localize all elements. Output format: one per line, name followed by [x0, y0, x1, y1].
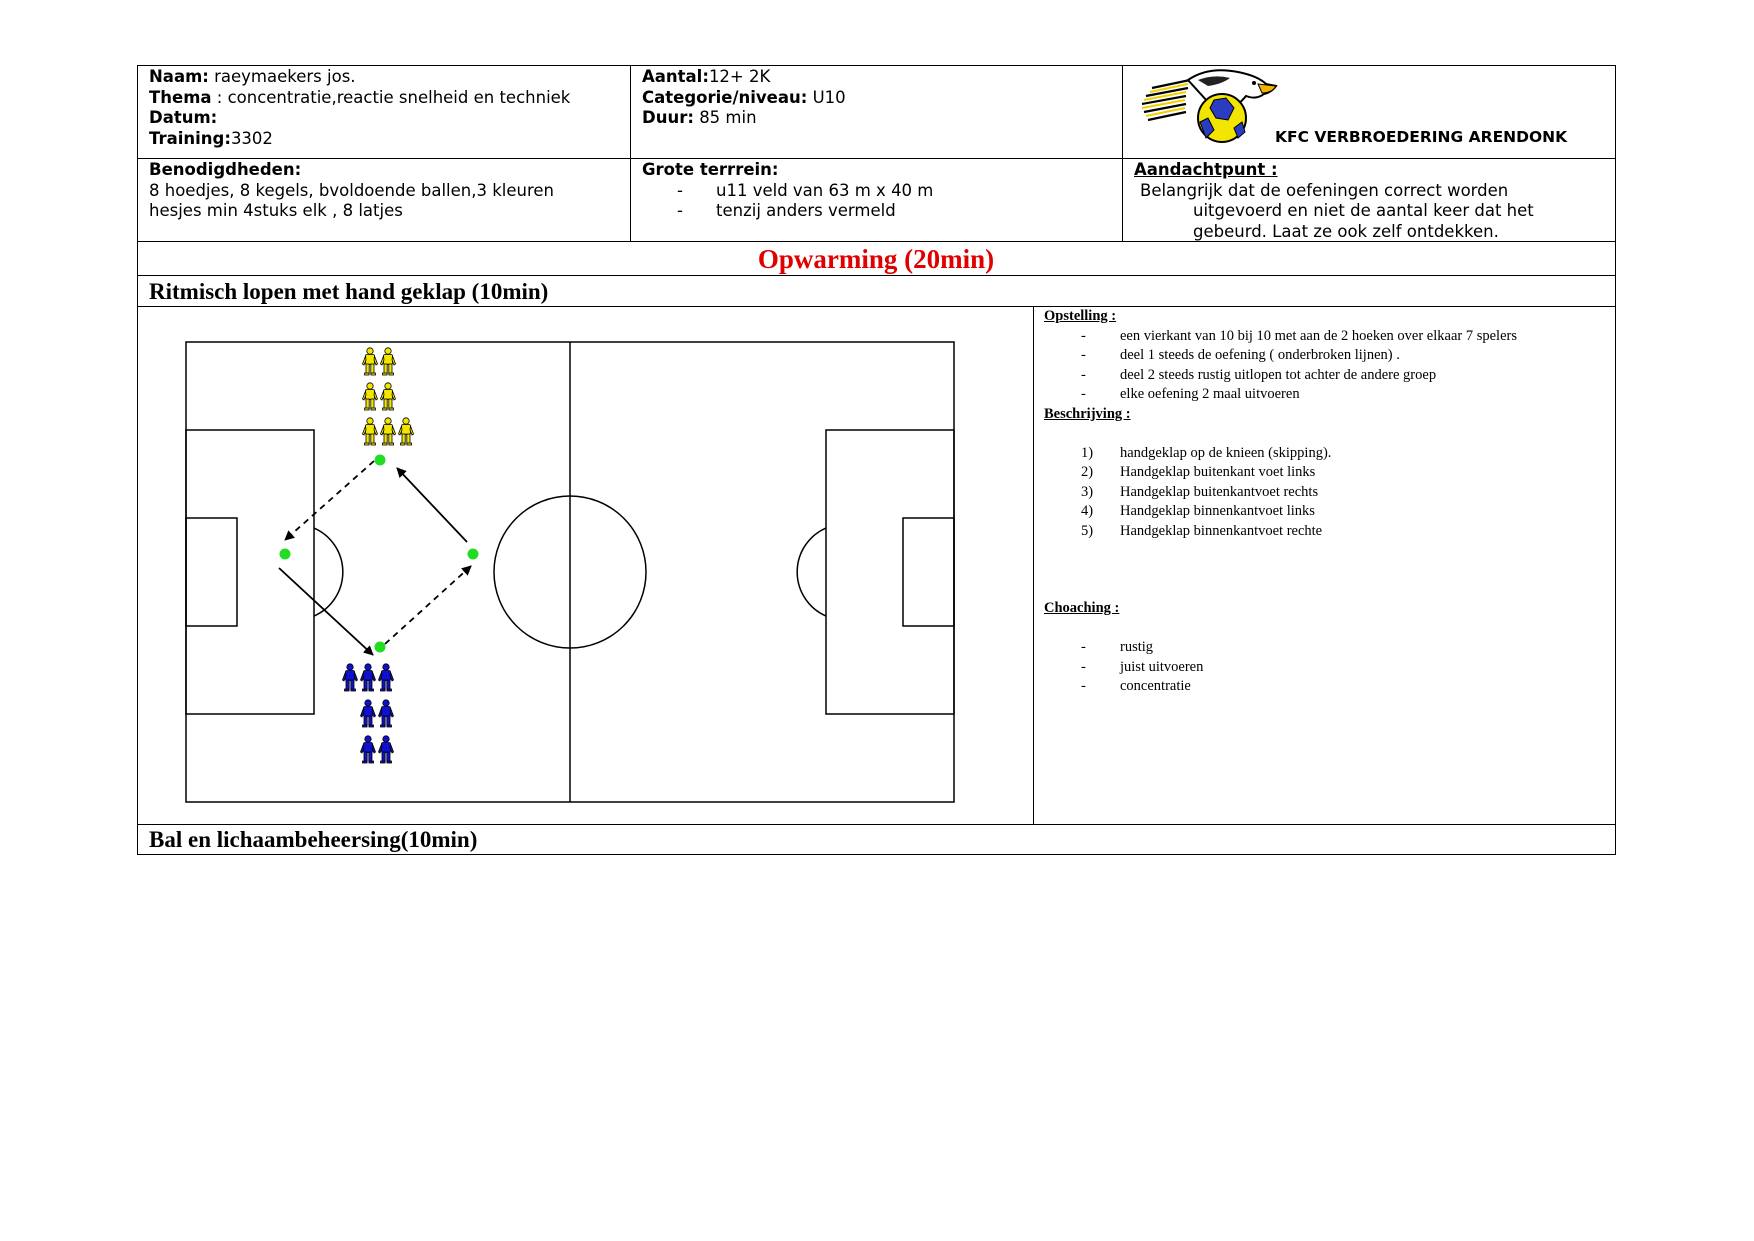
cone-left	[280, 549, 291, 560]
coaching-item: - concentratie	[1081, 678, 1191, 694]
exercise-instructions	[1044, 307, 1609, 697]
benodigdheden-line: hesjes min 4stuks elk , 8 latjes	[149, 201, 403, 220]
player-blue	[379, 736, 394, 763]
naam-label: Naam:	[149, 67, 209, 86]
player-blue	[361, 664, 376, 691]
categorie-value: U10	[812, 87, 846, 107]
player-yellow	[363, 383, 378, 410]
player-yellow	[381, 418, 396, 445]
opstelling-item: - elke oefening 2 maal uitvoeren	[1081, 386, 1300, 402]
terrein-cell	[642, 160, 1117, 222]
table-row-divider	[137, 275, 1615, 276]
thema-value: : concentratie,reactie snelheid en techniek	[216, 87, 571, 107]
training-label: Training:	[149, 128, 231, 148]
pitch-diagram	[137, 306, 1033, 824]
dashed-arrow	[285, 461, 374, 540]
right-goal-box	[903, 518, 954, 626]
table-row-divider	[137, 158, 1615, 159]
eagle-ball-logo	[1138, 66, 1288, 146]
opstelling-label: Opstelling :	[1044, 308, 1117, 324]
terrein-item: - tenzij anders vermeld	[677, 201, 896, 220]
header-left-cell	[149, 67, 624, 149]
beschrijving-item: 5) Handgeklap binnenkantvoet rechte	[1081, 522, 1323, 539]
training-value: 3302	[230, 128, 273, 148]
opstelling-item: - deel 2 steeds rustig uitlopen tot achter de andere groep	[1081, 366, 1437, 383]
coaching-label: Choaching :	[1044, 600, 1120, 616]
benodigdheden-line: 8 hoedjes, 8 kegels, bvoldoende ballen,3 kleuren	[149, 180, 554, 200]
table-col-divider	[1033, 306, 1034, 825]
categorie-label: Categorie/niveau:	[642, 87, 808, 107]
solid-arrow	[397, 468, 467, 542]
benodigdheden-label: Benodigdheden:	[149, 160, 302, 179]
terrein-item: - u11 veld van 63 m x 40 m	[677, 180, 934, 200]
pitch-markings	[186, 342, 954, 802]
table-border-right	[1615, 65, 1616, 855]
player-blue	[379, 664, 394, 691]
table-col-divider	[630, 65, 631, 242]
table-col-divider	[1122, 65, 1123, 242]
player-yellow	[381, 348, 396, 375]
solid-arrow	[279, 568, 373, 655]
exercise-title: Ritmisch lopen met hand geklap (10min)	[149, 279, 549, 304]
team-yellow	[363, 348, 414, 445]
aandacht-line: Belangrijk dat de oefeningen correct worden	[1140, 180, 1509, 200]
beschrijving-item: 2) Handgeklap buitenkant voet links	[1081, 464, 1316, 480]
left-penalty-arc	[314, 528, 343, 616]
terrein-label: Grote terrrein:	[642, 160, 779, 179]
naam-value: raeymaekers jos.	[214, 67, 356, 86]
duur-value: 85 min	[699, 108, 757, 127]
cone-right	[468, 549, 479, 560]
aandacht-line: uitgevoerd en niet de aantal keer dat het	[1193, 201, 1534, 220]
left-goal-box	[186, 518, 237, 626]
movement-arrows	[279, 461, 471, 655]
aantal-value: 12+ 2K	[708, 67, 771, 86]
beschrijving-label: Beschrijving :	[1044, 405, 1131, 422]
beschrijving-item: 1) handgeklap op de knieen (skipping).	[1081, 444, 1332, 461]
section-title: Opwarming (20min)	[757, 244, 995, 274]
player-yellow	[381, 383, 396, 410]
team-blue	[343, 664, 394, 763]
aandacht-label: Aandachtpunt :	[1134, 160, 1278, 179]
aandacht-cell	[1134, 160, 1609, 242]
player-yellow	[363, 348, 378, 375]
thema-label: Thema	[149, 87, 212, 107]
table-border-top	[137, 65, 1615, 66]
coaching-item: - rustig	[1081, 639, 1154, 655]
beschrijving-item: 4) Handgeklap binnenkantvoet links	[1081, 503, 1315, 519]
player-blue	[361, 700, 376, 727]
right-penalty-box	[826, 430, 954, 714]
player-yellow	[363, 418, 378, 445]
cone-top	[375, 455, 386, 466]
player-yellow	[399, 418, 414, 445]
club-name: KFC VERBROEDERING ARENDONK	[1275, 128, 1568, 146]
beschrijving-item: 3) Handgeklap buitenkantvoet rechts	[1081, 483, 1319, 500]
aantal-label: Aantal:	[642, 67, 709, 86]
opstelling-item: - deel 1 steeds de oefening ( onderbroken lijnen) .	[1081, 347, 1400, 363]
cones	[280, 455, 479, 653]
player-blue	[361, 736, 376, 763]
benodigdheden-cell	[149, 160, 624, 222]
coaching-item: - juist uitvoeren	[1081, 658, 1204, 675]
exercise-title: Bal en lichaambeheersing(10min)	[149, 827, 478, 852]
dashed-arrow	[385, 566, 471, 644]
datum-label: Datum:	[149, 108, 218, 127]
player-blue	[379, 700, 394, 727]
opstelling-item: - een vierkant van 10 bij 10 met aan de 2 hoeken over elkaar 7 spelers	[1081, 327, 1517, 344]
cone-bottom	[375, 642, 386, 653]
player-blue	[343, 664, 358, 691]
header-middle-cell	[642, 67, 1117, 129]
aandacht-line: gebeurd. Laat ze ook zelf ontdekken.	[1193, 221, 1499, 241]
left-penalty-box	[186, 430, 314, 714]
right-penalty-arc	[797, 528, 826, 616]
duur-label: Duur:	[642, 108, 694, 127]
